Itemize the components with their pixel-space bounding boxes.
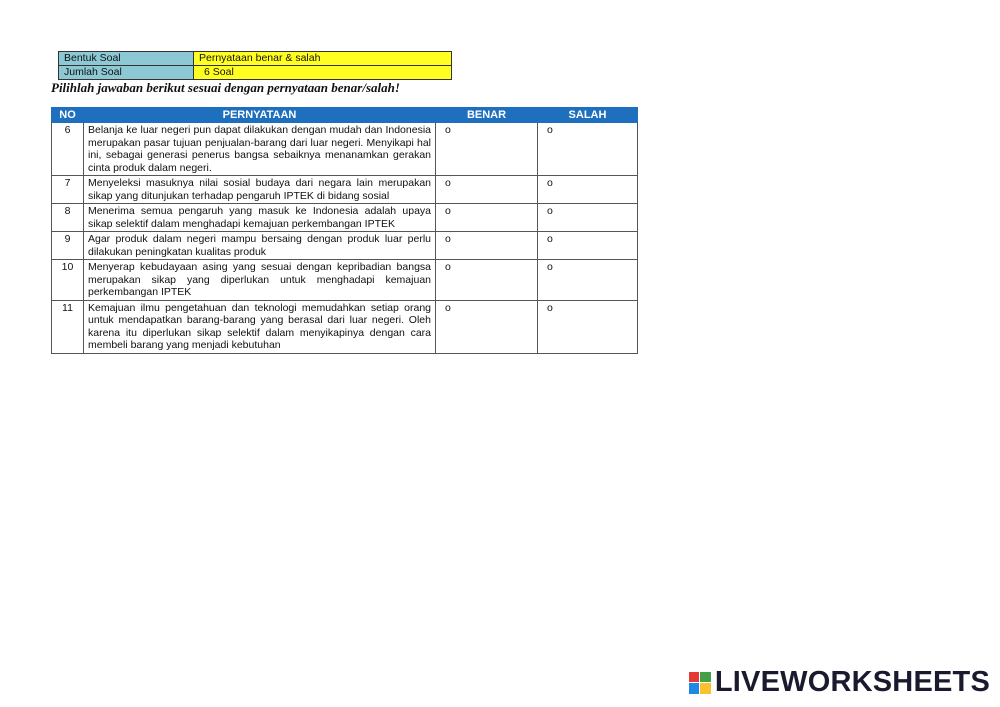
- info-label: Jumlah Soal: [59, 66, 194, 80]
- info-value: 6 Soal: [194, 66, 452, 80]
- table-row: [52, 232, 638, 260]
- header-true: BENAR: [436, 108, 538, 123]
- statement-text: Menyeleksi masuknya nilai sosial budaya dari negara lain merupakan sikap yang ditunjukan terhadap pengaruh IPTEK di bidang sosial: [84, 176, 436, 204]
- header-false: SALAH: [538, 108, 638, 123]
- row-number: 6: [52, 123, 84, 176]
- table-row: [52, 300, 638, 353]
- statement-text: Menerima semua pengaruh yang masuk ke Indonesia adalah upaya sikap selektif dalam menghadapi kemajuan perkembangan IPTEK: [84, 204, 436, 232]
- statement-text: Menyerap kebudayaan asing yang sesuai dengan kepribadian bangsa merupakan sikap yang diperlukan untuk menghadapi kemajuan perkembangan IPTEK: [84, 260, 436, 301]
- instruction: Pilihlah jawaban berikut sesuai dengan pernyataan benar/salah!: [51, 80, 400, 95]
- row-number: 11: [52, 300, 84, 353]
- info-value: Pernyataan benar & salah: [194, 52, 452, 66]
- logo-square-red: [689, 672, 700, 683]
- option-false[interactable]: o: [538, 204, 638, 232]
- table-row: [52, 123, 638, 176]
- option-false[interactable]: o: [538, 260, 638, 301]
- header-no: NO: [52, 108, 84, 123]
- option-true[interactable]: o: [436, 204, 538, 232]
- logo-square-green: [700, 672, 711, 683]
- question-table: [51, 107, 638, 354]
- table-row: [52, 260, 638, 301]
- row-number: 7: [52, 176, 84, 204]
- option-true[interactable]: o: [436, 232, 538, 260]
- option-true[interactable]: o: [436, 300, 538, 353]
- table-row: [52, 176, 638, 204]
- logo-square-blue: [689, 683, 700, 694]
- info-row-form: [59, 52, 452, 66]
- table-row: [52, 204, 638, 232]
- row-number: 10: [52, 260, 84, 301]
- option-false[interactable]: o: [538, 176, 638, 204]
- header-statement: PERNYATAAN: [84, 108, 436, 123]
- statement-text: Agar produk dalam negeri mampu bersaing dengan produk luar perlu dilakukan peningkatan kualitas produk: [84, 232, 436, 260]
- liveworksheets-logo-icon: [689, 672, 711, 694]
- table-header-row: [52, 108, 638, 123]
- statement-text: Kemajuan ilmu pengetahuan dan teknologi memudahkan setiap orang untuk mendapatkan barang-barang yang berasal dari luar negeri. Oleh karena itu diperlukan sikap selektif dalam menyikapinya dengan cara membeli barang yang menjadi kebutuhan: [84, 300, 436, 353]
- statement-text: Belanja ke luar negeri pun dapat dilakukan dengan mudah dan Indonesia merupakan pasar tujuan penjualan-barang dari luar negeri. Menyikapi hal ini, sebagai generasi penerus bangsa sebaiknya menanamkan gerakan cinta produk dalam negeri.: [84, 123, 436, 176]
- liveworksheets-logo[interactable]: [689, 666, 990, 699]
- info-table: [58, 51, 452, 80]
- option-false[interactable]: o: [538, 123, 638, 176]
- option-true[interactable]: o: [436, 176, 538, 204]
- option-true[interactable]: o: [436, 260, 538, 301]
- option-false[interactable]: o: [538, 232, 638, 260]
- row-number: 8: [52, 204, 84, 232]
- option-false[interactable]: o: [538, 300, 638, 353]
- row-number: 9: [52, 232, 84, 260]
- option-true[interactable]: o: [436, 123, 538, 176]
- logo-square-yellow: [700, 683, 711, 694]
- info-label: Bentuk Soal: [59, 52, 194, 66]
- logo-text: LIVEWORKSHEETS: [714, 666, 990, 698]
- info-row-count: [59, 66, 452, 80]
